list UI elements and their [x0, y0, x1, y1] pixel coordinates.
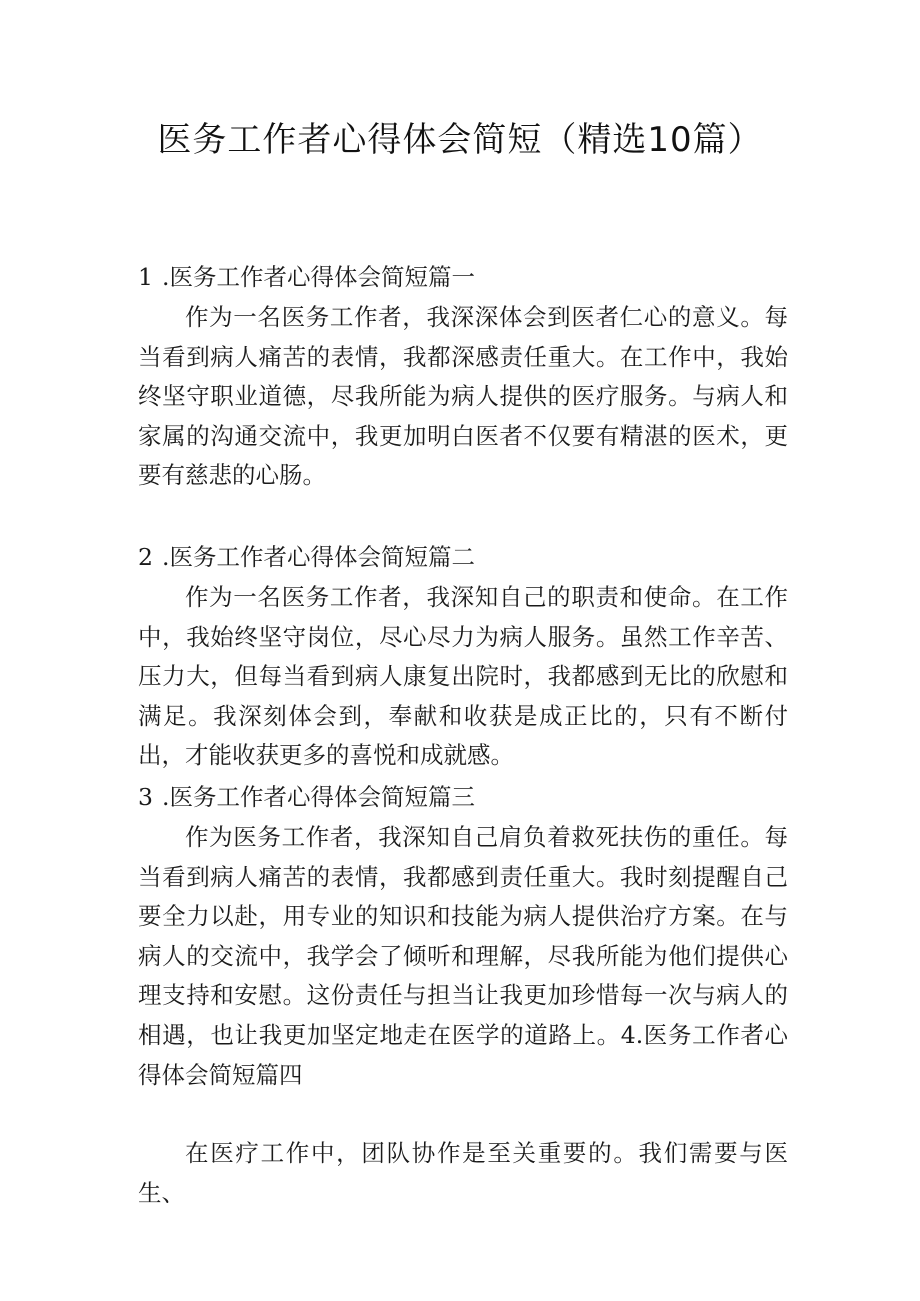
- document-title: 医务工作者心得体会简短（精选10篇）: [157, 120, 763, 160]
- section-heading-text: .医务工作者心得体会简短篇三: [162, 783, 475, 811]
- section-number: 1: [138, 263, 153, 291]
- section-paragraph-1: 作为一名医务工作者，我深深体会到医者仁心的意义。每当看到病人痛苦的表情，我都深感责任重大。在工作中，我始终坚守职业道德，尽我所能为病人提供的医疗服务。与病人和家属的沟通交流中，我更加明白医者不仅要有精湛的医术，更要有慈悲的心肠。: [138, 303, 788, 490]
- section-heading-3: [138, 776, 788, 818]
- section-number: 2: [138, 543, 153, 571]
- section-number: 3: [138, 783, 153, 811]
- section-heading-1: [138, 256, 788, 298]
- section-heading-2: [138, 536, 788, 578]
- document-body: [138, 256, 788, 1207]
- section-paragraph-3: 作为医务工作者，我深知自己肩负着救死扶伤的重任。每当看到病人痛苦的表情，我都感到责任重大。我时刻提醒自己要全力以赴，用专业的知识和技能为病人提供治疗方案。在与病人的交流中，我学会了倾听和理解，尽我所能为他们提供心理支持和安慰。这份责任与担当让我更加珍惜每一次与病人的相遇，也让我更加坚定地走在医学的道路上。4.医务工作者心得体会简短篇四: [138, 823, 788, 1089]
- section-heading-text: .医务工作者心得体会简短篇二: [162, 543, 475, 571]
- section-heading-text: .医务工作者心得体会简短篇一: [162, 263, 475, 291]
- section-paragraph-2: 作为一名医务工作者，我深知自己的职责和使命。在工作中，我始终坚守岗位，尽心尽力为病人服务。虽然工作辛苦、压力大，但每当看到病人康复出院时，我都感到无比的欣慰和满足。我深刻体会到，奉献和收获是成正比的，只有不断付出，才能收获更多的喜悦和成就感。: [138, 583, 788, 770]
- section-paragraph-4: 在医疗工作中，团队协作是至关重要的。我们需要与医生、: [138, 1139, 788, 1207]
